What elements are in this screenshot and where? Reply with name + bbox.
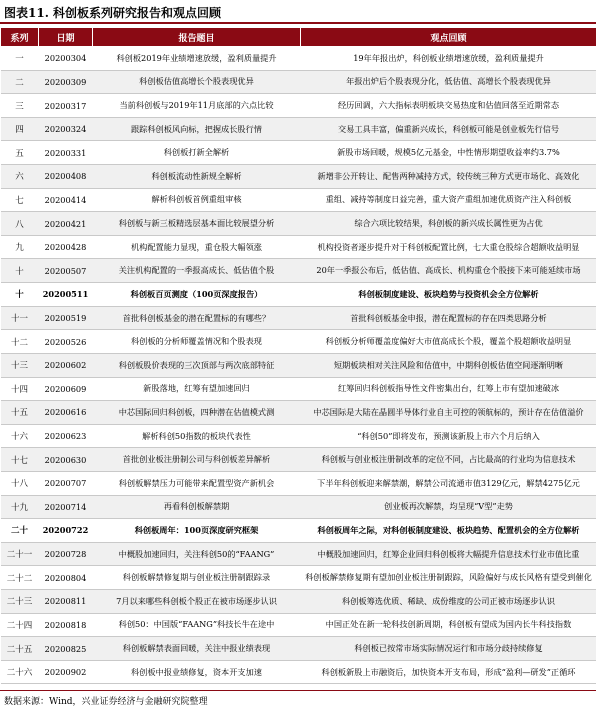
view-cell: 19年年报出炉，科创板业绩增速放缓，盈利质量提升	[301, 47, 596, 71]
seq-cell: 五	[1, 141, 39, 165]
seq-cell: 八	[1, 212, 39, 236]
topic-cell: 科创板解禁压力可能带来配置型资产新机会	[93, 471, 301, 495]
view-cell: 20年一季报公布后，低估值、高成长、机构重仓个股接下来可能延续市场	[301, 259, 596, 283]
view-cell: 中国正处在新一轮科技创新周期，科创板有望成为国内长牛科技指数	[301, 613, 596, 637]
table-row	[1, 448, 596, 472]
date-cell: 20200707	[39, 471, 93, 495]
report-table	[0, 27, 596, 684]
table-row	[1, 542, 596, 566]
header-report-title: 报告题目	[93, 28, 301, 47]
figure-title: 图表11. 科创板系列研究报告和观点回顾	[4, 6, 222, 20]
view-cell: 科创板周年之际，对科创板制度建设、板块趋势、配置机会的全方位解析	[301, 519, 596, 543]
seq-cell: 二十五	[1, 637, 39, 661]
view-cell: 经历回调，六大指标表明板块交易热度和估值回落至近期常态	[301, 94, 596, 118]
table-row	[1, 70, 596, 94]
date-cell: 20200811	[39, 590, 93, 614]
date-cell: 20200414	[39, 188, 93, 212]
seq-cell: 十一	[1, 306, 39, 330]
view-cell: 下半年科创板迎来解禁潮，解禁公司流通市值3129亿元，解禁4275亿元	[301, 471, 596, 495]
table-row	[1, 235, 596, 259]
date-cell: 20200818	[39, 613, 93, 637]
table-row	[1, 637, 596, 661]
seq-cell: 七	[1, 188, 39, 212]
topic-cell: 科创板解禁修复期与创业板注册制跟踪录	[93, 566, 301, 590]
table-row	[1, 590, 596, 614]
seq-cell: 十六	[1, 424, 39, 448]
date-cell: 20200722	[39, 519, 93, 543]
seq-cell: 四	[1, 117, 39, 141]
topic-cell: 科创板周年：100页深度研究框架	[93, 519, 301, 543]
date-cell: 20200317	[39, 94, 93, 118]
table-row	[1, 401, 596, 425]
topic-cell: 科创板2019年业绩增速放缓，盈利质量提升	[93, 47, 301, 71]
date-cell: 20200331	[39, 141, 93, 165]
topic-cell: 科创板的分析师覆盖情况和个股表现	[93, 330, 301, 354]
view-cell: 年报出炉后个股表现分化，低估值、高增长个股表现优异	[301, 70, 596, 94]
topic-cell: 科创板估值高增长个股表现优异	[93, 70, 301, 94]
table-row	[1, 94, 596, 118]
date-cell: 20200309	[39, 70, 93, 94]
topic-cell: 当前科创板与2019年11月底部的六点比较	[93, 94, 301, 118]
topic-cell: 中概股加速回归，关注科创50的“FAANG”	[93, 542, 301, 566]
seq-cell: 二十六	[1, 660, 39, 684]
header-series: 系列	[1, 28, 39, 47]
bottom-rule	[0, 690, 596, 691]
date-cell: 20200511	[39, 283, 93, 307]
table-row	[1, 519, 596, 543]
topic-cell: 科创50：中国版“FAANG”科技长牛在途中	[93, 613, 301, 637]
topic-cell: 科创板百页测度（100页深度报告）	[93, 283, 301, 307]
topic-cell: 机构配置能力显现，重仓股大幅领涨	[93, 235, 301, 259]
header-date: 日期	[39, 28, 93, 47]
topic-cell: 首批创业板注册制公司与科创板差异解析	[93, 448, 301, 472]
date-cell: 20200421	[39, 212, 93, 236]
table-body	[1, 47, 596, 684]
topic-cell: 科创板与新三板精选层基本面比较展望分析	[93, 212, 301, 236]
view-cell: 科创板筹选优质、稀缺、成份维度的公司正被市场逐步认识	[301, 590, 596, 614]
table-header-row	[1, 28, 596, 47]
source-note: 数据来源：Wind，兴业证券经济与金融研究院整理	[4, 697, 208, 707]
topic-cell: 首批科创板基金的潜在配置标的有哪些？	[93, 306, 301, 330]
date-cell: 20200304	[39, 47, 93, 71]
table-row	[1, 259, 596, 283]
seq-cell: 九	[1, 235, 39, 259]
table-row	[1, 353, 596, 377]
view-cell: 交易工具丰富，偏重新兴成长，科创板可能是创业板先行信号	[301, 117, 596, 141]
table-row	[1, 660, 596, 684]
seq-cell: 十五	[1, 401, 39, 425]
date-cell: 20200507	[39, 259, 93, 283]
view-cell: 新增非公开转让、配售两种减持方式，较传统三种方式更市场化、高效化	[301, 165, 596, 189]
table-row	[1, 377, 596, 401]
topic-cell: 科创板中报业绩修复，资本开支加速	[93, 660, 301, 684]
date-cell: 20200616	[39, 401, 93, 425]
seq-cell: 十八	[1, 471, 39, 495]
date-cell: 20200428	[39, 235, 93, 259]
date-cell: 20200728	[39, 542, 93, 566]
view-cell: 首批科创板基金申报，潜在配置标的存在四类思路分析	[301, 306, 596, 330]
view-cell: 中芯国际是大陆在晶圆半导体行业自主可控的领航标的，预计存在估值溢价	[301, 401, 596, 425]
table-row	[1, 306, 596, 330]
seq-cell: 二十	[1, 519, 39, 543]
date-cell: 20200825	[39, 637, 93, 661]
topic-cell: 7月以来哪些科创板个股正在被市场逐步认识	[93, 590, 301, 614]
topic-cell: 科创板流动性新规全解析	[93, 165, 301, 189]
view-cell: 科创板分析师覆盖度偏好大市值高成长个股，覆盖个股超额收益明显	[301, 330, 596, 354]
table-row	[1, 165, 596, 189]
topic-cell: 中芯国际回归科创板，四种潜在估值模式测	[93, 401, 301, 425]
topic-cell: 解析科创50指数的板块代表性	[93, 424, 301, 448]
view-cell: 重组、减持等制度日益完善，重大资产重组加速优质资产注入科创板	[301, 188, 596, 212]
topic-cell: 科创板股价表现的三次顶部与两次底部特征	[93, 353, 301, 377]
date-cell: 20200804	[39, 566, 93, 590]
seq-cell: 十三	[1, 353, 39, 377]
seq-cell: 十二	[1, 330, 39, 354]
seq-cell: 十七	[1, 448, 39, 472]
topic-cell: 跟踪科创板风向标，把握成长股行情	[93, 117, 301, 141]
seq-cell: 二	[1, 70, 39, 94]
date-cell: 20200714	[39, 495, 93, 519]
topic-cell: 科创板解禁表面回暖，关注中报业绩表现	[93, 637, 301, 661]
date-cell: 20200602	[39, 353, 93, 377]
table-row	[1, 212, 596, 236]
table-row	[1, 141, 596, 165]
date-cell: 20200408	[39, 165, 93, 189]
view-cell: 科创板新股上市融资后，加快资本开支布局，形成“盈利—研发”正循环	[301, 660, 596, 684]
seq-cell: 一	[1, 47, 39, 71]
date-cell: 20200609	[39, 377, 93, 401]
table-row	[1, 188, 596, 212]
seq-cell: 二十一	[1, 542, 39, 566]
date-cell: 20200324	[39, 117, 93, 141]
seq-cell: 十	[1, 259, 39, 283]
seq-cell: 二十二	[1, 566, 39, 590]
date-cell: 20200526	[39, 330, 93, 354]
view-cell: 科创板已按常市场实际情况运行和市场分歧持续修复	[301, 637, 596, 661]
view-cell: 机构投资者逐步提升对于科创板配置比例，七大重仓股综合超额收益明显	[301, 235, 596, 259]
date-cell: 20200902	[39, 660, 93, 684]
view-cell: 中概股加速回归，红筹企业回归科创板将大幅提升信息技术行业市值比重	[301, 542, 596, 566]
table-row	[1, 330, 596, 354]
table-row	[1, 117, 596, 141]
view-cell: 新股市场回暖，规模5亿元基金，中性情形期望收益率约3.7%	[301, 141, 596, 165]
table-row	[1, 424, 596, 448]
table-row	[1, 471, 596, 495]
topic-cell: 解析科创板首例重组审核	[93, 188, 301, 212]
topic-cell: 新股落地，红筹有望加速回归	[93, 377, 301, 401]
seq-cell: 二十四	[1, 613, 39, 637]
view-cell: 短期板块相对关注风险和估值中，中期科创板估值空间逐渐明晰	[301, 353, 596, 377]
seq-cell: 三	[1, 94, 39, 118]
seq-cell: 二十三	[1, 590, 39, 614]
seq-cell: 十	[1, 283, 39, 307]
view-cell: 科创板制度建设、板块趋势与投资机会全方位解析	[301, 283, 596, 307]
seq-cell: 十九	[1, 495, 39, 519]
table-row	[1, 613, 596, 637]
view-cell: 科创板解禁修复期有望加创业板注册制跟踪，风险偏好与成长风格有望受到催化	[301, 566, 596, 590]
view-cell: “科创50”即将发布，预测该新股上市六个月后纳入	[301, 424, 596, 448]
view-cell: 创业板再次解禁，均呈现“V型”走势	[301, 495, 596, 519]
table-row	[1, 495, 596, 519]
view-cell: 红筹回归科创板指导性文件密集出台，红筹上市有望加速破冰	[301, 377, 596, 401]
title-rule	[0, 22, 596, 24]
date-cell: 20200623	[39, 424, 93, 448]
table-row	[1, 283, 596, 307]
topic-cell: 科创板打新全解析	[93, 141, 301, 165]
header-view-review: 观点回顾	[301, 28, 596, 47]
table-row	[1, 566, 596, 590]
table-row	[1, 47, 596, 71]
topic-cell: 关注机构配置的一季报高成长、低估值个股	[93, 259, 301, 283]
date-cell: 20200519	[39, 306, 93, 330]
seq-cell: 六	[1, 165, 39, 189]
view-cell: 综合六项比较结果，科创板的新兴成长属性更为占优	[301, 212, 596, 236]
view-cell: 科创板与创业板注册制改革的定位不同，占比最高的行业均为信息技术	[301, 448, 596, 472]
seq-cell: 十四	[1, 377, 39, 401]
topic-cell: 再看科创板解禁期	[93, 495, 301, 519]
date-cell: 20200630	[39, 448, 93, 472]
